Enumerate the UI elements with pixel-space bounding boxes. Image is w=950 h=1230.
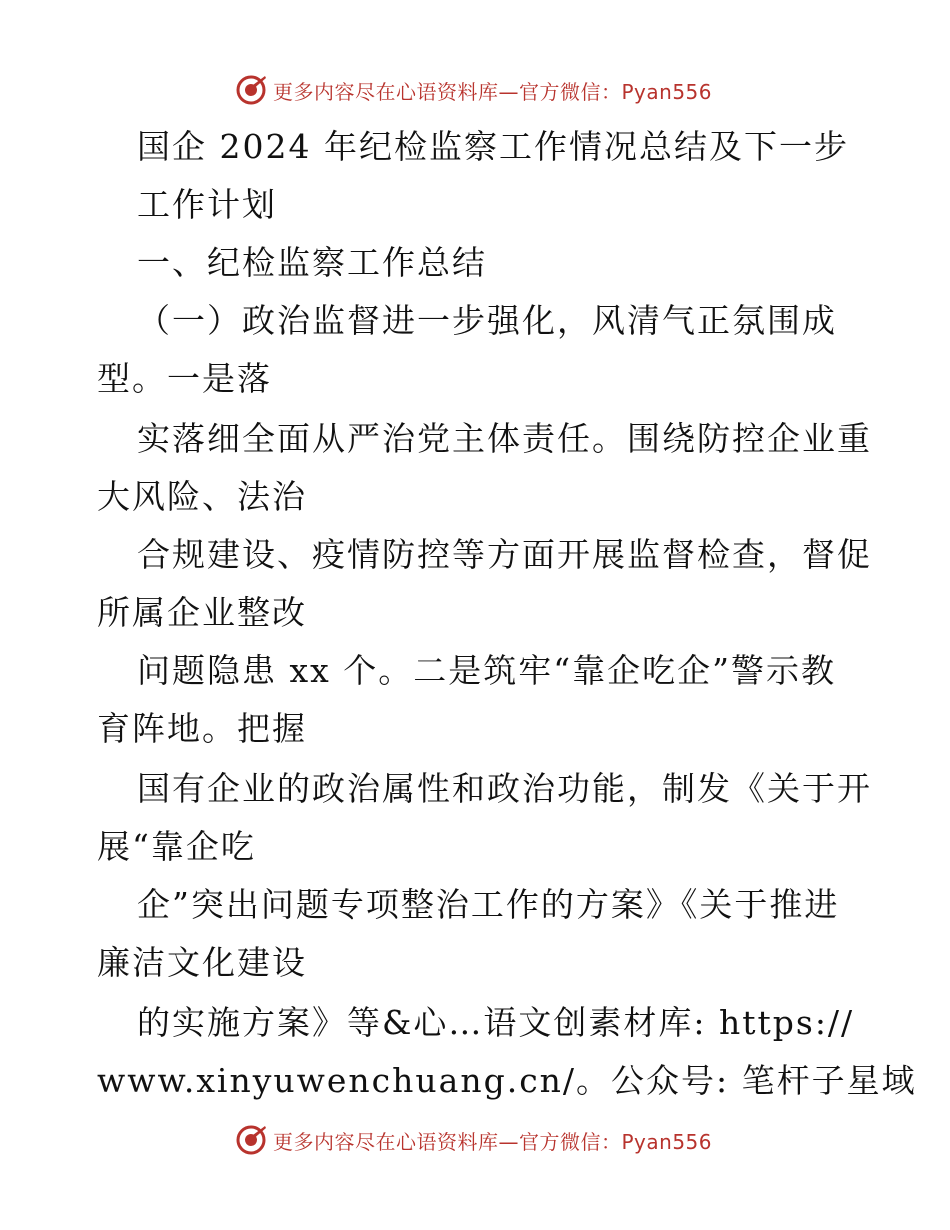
paragraph-line: 所属企业整改 (97, 593, 307, 632)
paragraph-line: www.xinyuwenchuang.cn/。公众号: 笔杆子星域 (97, 1061, 917, 1100)
paragraph-line: 问题隐患 xx 个。二是筑牢“靠企吃企”警示教 (137, 651, 836, 690)
section-heading: 一、纪检监察工作总结 (137, 243, 487, 282)
header-watermark-text: 更多内容尽在心语资料库—官方微信：Pyan556 (273, 79, 713, 104)
paragraph-line: 育阵地。把握 (97, 709, 307, 748)
paragraph-line: 合规建设、疫情防控等方面开展监督检查，督促 (137, 535, 872, 574)
paragraph-line: 廉洁文化建设 (97, 943, 307, 982)
paragraph-line: 国有企业的政治属性和政治功能，制发《关于开 (137, 769, 872, 808)
paragraph-line: （一）政治监督进一步强化，风清气正氛围成 (137, 301, 837, 340)
document-title-line-1: 国企 2024 年纪检监察工作情况总结及下一步 (137, 127, 849, 166)
paragraph-line: 企”突出问题专项整治工作的方案》《关于推进 (137, 885, 840, 924)
paragraph-line: 的实施方案》等&心…语文创素材库: https:// (137, 1003, 855, 1042)
paragraph-line: 大风险、法治 (97, 477, 307, 516)
document-title-line-2: 工作计划 (137, 185, 277, 224)
pen-circle-logo-icon (235, 1124, 267, 1156)
footer-watermark-text: 更多内容尽在心语资料库—官方微信：Pyan556 (273, 1129, 713, 1154)
footer-watermark-banner (235, 1122, 715, 1158)
paragraph-line: 实落细全面从严治党主体责任。围绕防控企业重 (137, 419, 872, 458)
paragraph-line: 展“靠企吃 (97, 827, 256, 866)
paragraph-line: 型。一是落 (97, 359, 272, 398)
